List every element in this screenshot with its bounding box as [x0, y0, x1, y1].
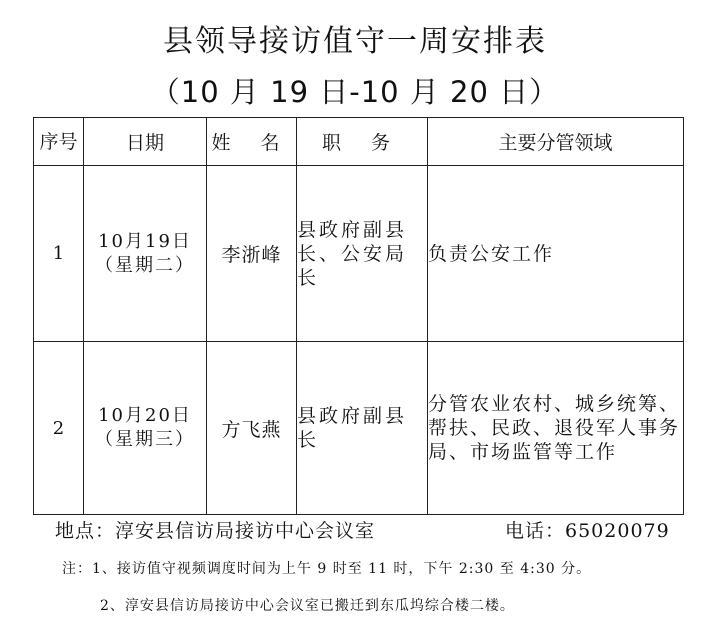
row-area: 分管农业农村、城乡统筹、帮扶、民政、退役军人事务局、市场监管等工作	[428, 342, 684, 515]
table-header-row	[34, 118, 684, 166]
header-seq-label: 序号	[39, 130, 78, 153]
header-area	[428, 118, 684, 166]
header-seq	[34, 118, 84, 166]
header-position	[297, 118, 428, 166]
row-weekday: （星期二）	[95, 254, 195, 276]
schedule-table	[33, 117, 684, 515]
header-position-label: 职 务	[321, 132, 403, 154]
note-1: 注：1、接访值守视频调度时间为上午 9 时至 11 时，下午 2:30 至 4:30 分。	[62, 561, 592, 577]
table-row	[34, 166, 684, 342]
header-date-label: 日期	[125, 132, 164, 154]
row-date-cell	[84, 342, 207, 515]
row-date: 10月19日	[98, 230, 192, 252]
row-name: 方飞燕	[207, 342, 297, 515]
location-text: 地点：淳安县信访局接访中心会议室	[55, 520, 376, 542]
row-area: 负责公安工作	[428, 166, 684, 342]
header-date	[84, 118, 207, 166]
row-position: 县政府副县长、公安局长	[297, 166, 428, 342]
row-name: 李浙峰	[207, 166, 297, 342]
row-date: 10月20日	[98, 405, 192, 426]
row-weekday: （星期三）	[95, 429, 195, 450]
header-area-label: 主要分管领域	[498, 132, 613, 154]
note-2: 2、淳安县信访局接访中心会议室已搬迁到东瓜坞综合楼二楼。	[100, 598, 515, 614]
table-row	[34, 342, 684, 515]
page-title: 县领导接访值守一周安排表	[163, 24, 547, 59]
row-position: 县政府副县长	[297, 342, 428, 515]
row-seq: 2	[34, 342, 84, 515]
header-name-label: 姓 名	[211, 132, 292, 154]
header-name	[207, 118, 297, 166]
row-seq: 1	[34, 166, 84, 342]
row-date-cell	[84, 166, 207, 342]
date-range-subtitle: （10 月 19 日-10 月 20 日）	[150, 75, 560, 109]
phone-text: 电话：65020079	[505, 520, 670, 542]
